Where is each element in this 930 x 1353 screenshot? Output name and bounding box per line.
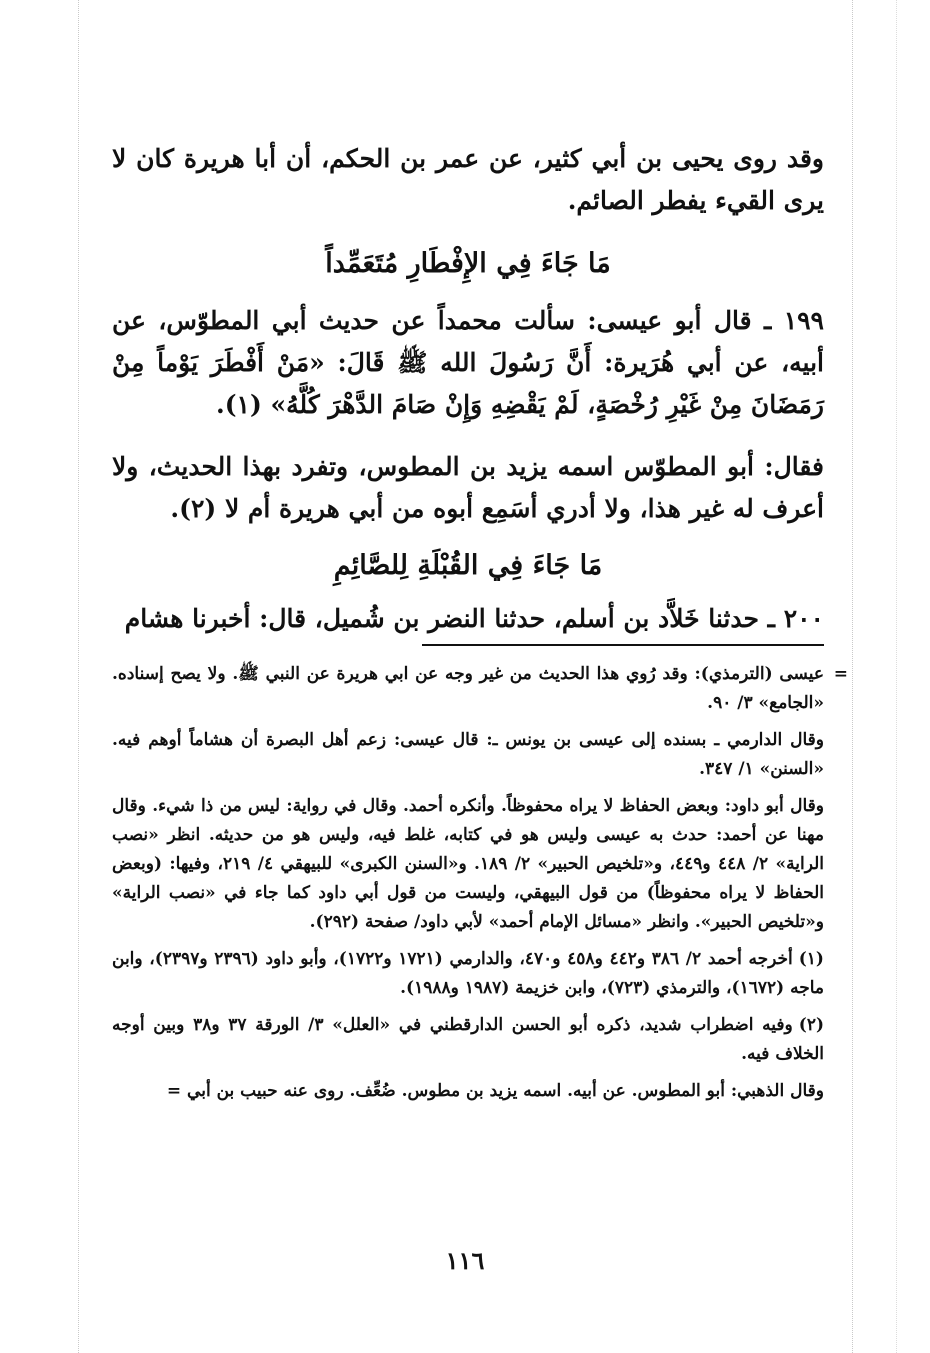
paragraph-text: وقد روى يحيى بن أبي كثير، عن عمر بن الحكم، أن أبا هريرة كان لا يرى القيء يفطر الصائم. — [112, 144, 824, 215]
section-heading-kissing-while-fasting: مَا جَاءَ فِي القُبْلَةِ لِلصَّائِمِ — [333, 550, 603, 581]
paragraph-4 — [112, 598, 824, 640]
page-number: ١١٦ — [445, 1246, 485, 1275]
paragraph-1 — [112, 138, 824, 222]
scan-guide-left — [78, 0, 79, 1353]
footnote-continued-2: وقال الدارمي ـ بسنده إلى عيسى بن يونس ـ: قال عيسى: زعم أهل البصرة أن هشاماً أوهم فيه. «السنن» ١/ ٣٤٧. — [112, 730, 824, 779]
footnote-continuation-marker: = — [833, 664, 848, 684]
footnote-continued-1: عيسى (الترمذي): وقد رُوي هذا الحديث من غير وجه عن ابي هريرة عن النبي ﷺ. ولا يصح إسناده. «الجامع» ٣/ ٩٠. — [112, 664, 824, 713]
hadith-chain-text: ٢٠٠ ـ حدثنا خَلاَّد بن أسلم، حدثنا النضر بن شُميل، قال: أخبرنا هشام — [124, 604, 824, 633]
hadith-text: ١٩٩ ـ قال أبو عيسى: سألت محمداً عن حديث أبي المطوّس، عن أبيه، عن أبي هُرَيرة: أَنَّ رَسُولَ الله ﷺ قَالَ: «مَنْ أَفْطَرَ يَوْماً مِنْ رَمَضَانَ مِنْ غَيْرِ رُخْصَةٍ، لَمْ يَقْضِهِ وَإِنْ صَامَ الدَّهْرَ كُلَّهُ» (١). — [112, 306, 824, 419]
footnote-1-text: أخرجه أحمد ٢/ ٣٨٦ و٤٤٢ و٤٥٨ و٤٧٠، والدارمي (١٧٢١ و١٧٢٢)، وأبو داود (٢٣٩٦ و٢٣٩٧)، وابن ماجه (١٦٧٢)، والترمذي (٧٢٣)، وابن خزيمة (١٩٨٧ و١٩٨٨). — [112, 949, 824, 998]
footnote-continued-3: وقال أبو داود: وبعض الحفاظ لا يراه محفوظاً. وأنكره أحمد. وقال في رواية: ليس من ذا شيء. وقال مهنا عن أحمد: حدث به عيسى وليس هو في كتابه، غلط فيه، وليس هو من حديثه. انظر «نصب الراية» ٢/ ٤٤٨ و٤٤٩، و«تلخيص الحبير» ٢/ ١٨٩. و«السنن الكبرى» للبيهقي ٤/ ٢١٩، وفيها: (وبعض الحفاظ لا يراه محفوظاً) من قول البيهقي، وليست من قول أبي داود كما جاء في «نصب الراية» و«تلخيص الحبير». وانظر «مسائل الإمام أحمد» لأبي داود/ صفحة (٢٩٢). — [112, 796, 824, 932]
footnote-separator — [422, 644, 824, 646]
paragraph-2 — [112, 300, 824, 426]
section-heading-intentional-fast-breaking: مَا جَاءَ فِي الإِفْطَارِ مُتَعَمِّداً — [325, 248, 611, 279]
footnote-1 — [112, 945, 824, 1003]
scan-guide-right — [852, 0, 853, 1353]
paragraph-3 — [112, 446, 824, 530]
footnotes-area — [112, 660, 848, 1114]
footnote-2-number: (٢) — [798, 1015, 824, 1035]
footnote-2 — [112, 1011, 824, 1069]
footnote-1-number: (١) — [798, 949, 824, 969]
scan-guide-edge — [896, 0, 897, 1353]
footnote-2-text: وفيه اضطراب شديد، ذكره أبو الحسن الدارقطني في «العلل» ٣/ الورقة ٣٧ و٣٨ وبين أوجه الخلاف فيه. — [112, 1015, 824, 1064]
footnote-2-continued: وقال الذهبي: أبو المطوس. عن أبيه. اسمه يزيد بن مطوس. ضُعِّف. روى عنه حبيب بن أبي = — [166, 1081, 824, 1101]
commentary-text: فقال: أبو المطوّس اسمه يزيد بن المطوس، وتفرد بهذا الحديث، ولا أعرف له غير هذا، ولا أدري أسَمِع أبوه من أبي هريرة أم لا (٢). — [112, 452, 824, 523]
